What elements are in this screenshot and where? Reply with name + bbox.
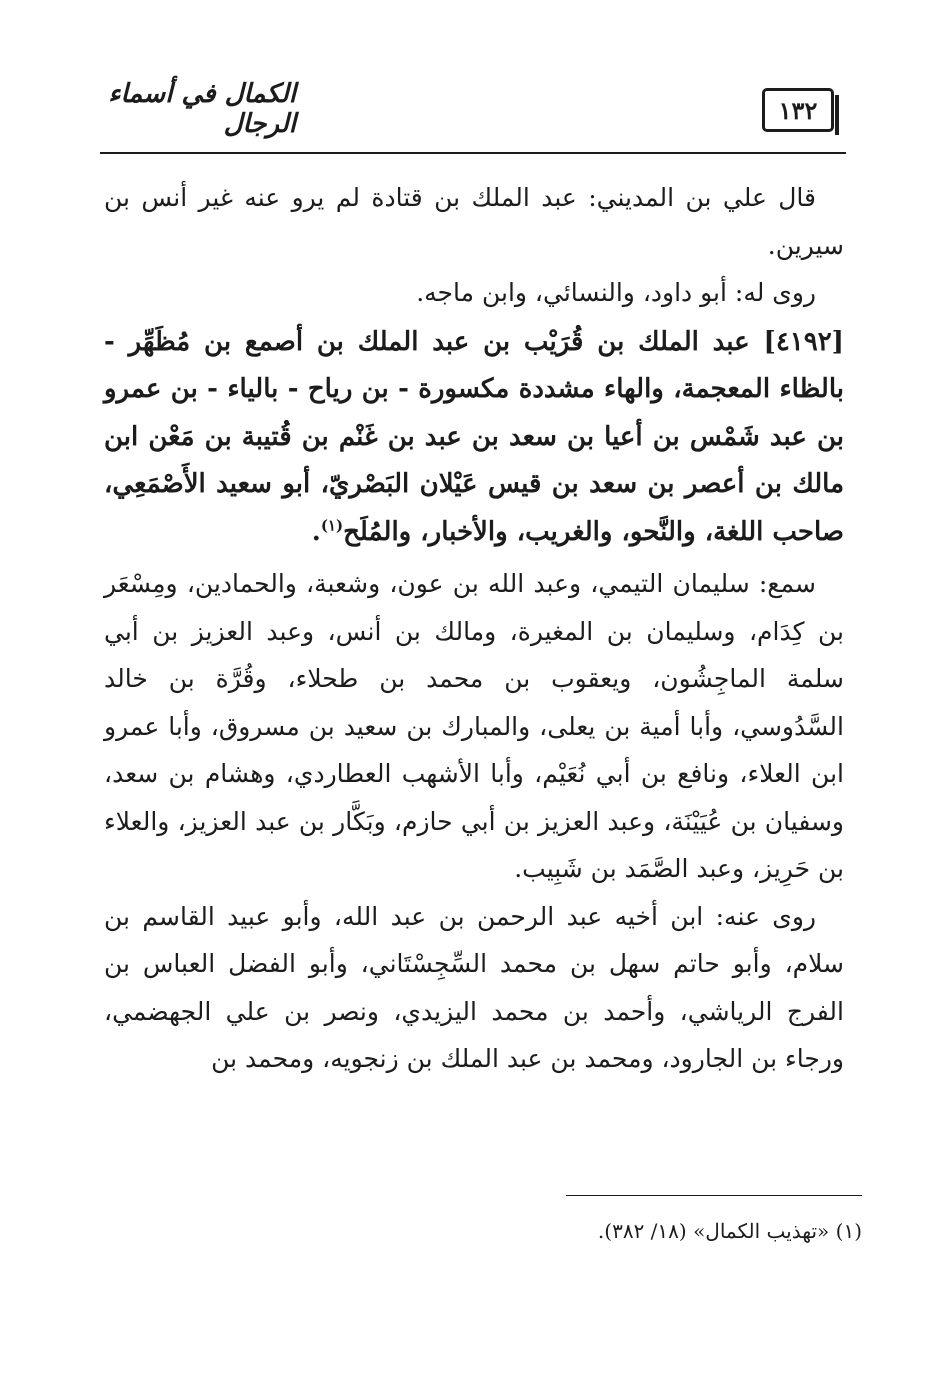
paragraph-narrated-by: روى له: أبو داود، والنسائي، وابن ماجه. xyxy=(416,278,816,307)
footnote-rule xyxy=(566,1195,862,1196)
book-title: الكمال في أسماء الرجال xyxy=(108,79,296,139)
entry-head: عبد الملك بن قُرَيْب بن عبد الملك بن أصمع بن مُظَهِّر - بالظاء xyxy=(104,326,844,405)
header-rule xyxy=(100,152,846,154)
page-header xyxy=(100,79,846,154)
paragraph-students: روى عنه: ابن أخيه عبد الرحمن بن عبد الله، وأبو عبيد القاسم بن سلام، وأبو حاتم سهل بن محمد السِّجِسْتَاني، وأبو الفضل العباس بن الفرج الرياشي، وأحمد بن محمد اليزيدي، ونصر بن علي الجهضمي، ورجاء بن الجارود، ومحمد بن عبد الملك بن زنجويه، ومحمد بن xyxy=(104,901,844,1074)
entry-number: [٤١٩٢] xyxy=(763,326,844,357)
entry-end: . xyxy=(311,516,321,547)
paragraph-teachers: سمع: سليمان التيمي، وعبد الله بن عون، وشعبة، والحمادين، ومِسْعَر بن كِدَام، وسليمان بن المغيرة، ومالك بن أنس، وعبد العزيز بن أبي سلمة الماجِشُون، ويعقوب بن محمد بن طحلاء، وقُرَّة بن خالد السَّدُوسي، وأبا أمية بن يعلى، والمبارك بن سعيد بن مسروق، وأبا عمرو ابن العلاء، ونافع بن أبي نُعَيْم، وأبا الأشهب العطاردي، وهشام بن سعد، وسفيان بن عُيَيْنَة، وعبد العزيز بن أبي حازم، وبَكَّار بن عبد العزيز، والعلاء بن حَرِيز، وعبد الصَّمَد بن شَبِيب. xyxy=(104,569,844,884)
entry-4192 xyxy=(104,319,844,557)
entry-tail: المعجمة، والهاء مشددة مكسورة - بن رياح - بالياء - بن عمرو بن عبد شَمْس بن أعيا بن سعد بن عبد بن غَنْم بن قُتيبة بن مَعْن ابن مالك بن أعصر بن سعد بن قيس عَيْلان البَصْريّ، أبو سعيد الأَصْمَعِي، صاحب اللغة، والنَّحو، والغريب، والأخبار، والمُلَح xyxy=(104,374,844,547)
page-number: ١٣٢ xyxy=(762,88,834,132)
footnote-ref: (١) xyxy=(320,516,344,535)
paragraph-ibn-al-madini: قال علي بن المديني: عبد الملك بن قتادة لم يرو عنه غير أنس بن سيرين. xyxy=(104,183,844,260)
entry-tail-wrap xyxy=(104,374,844,547)
main-text xyxy=(104,174,844,1083)
footnote-1: (١) «تهذيب الكمال» (١٨/ ٣٨٢). xyxy=(597,1219,862,1243)
